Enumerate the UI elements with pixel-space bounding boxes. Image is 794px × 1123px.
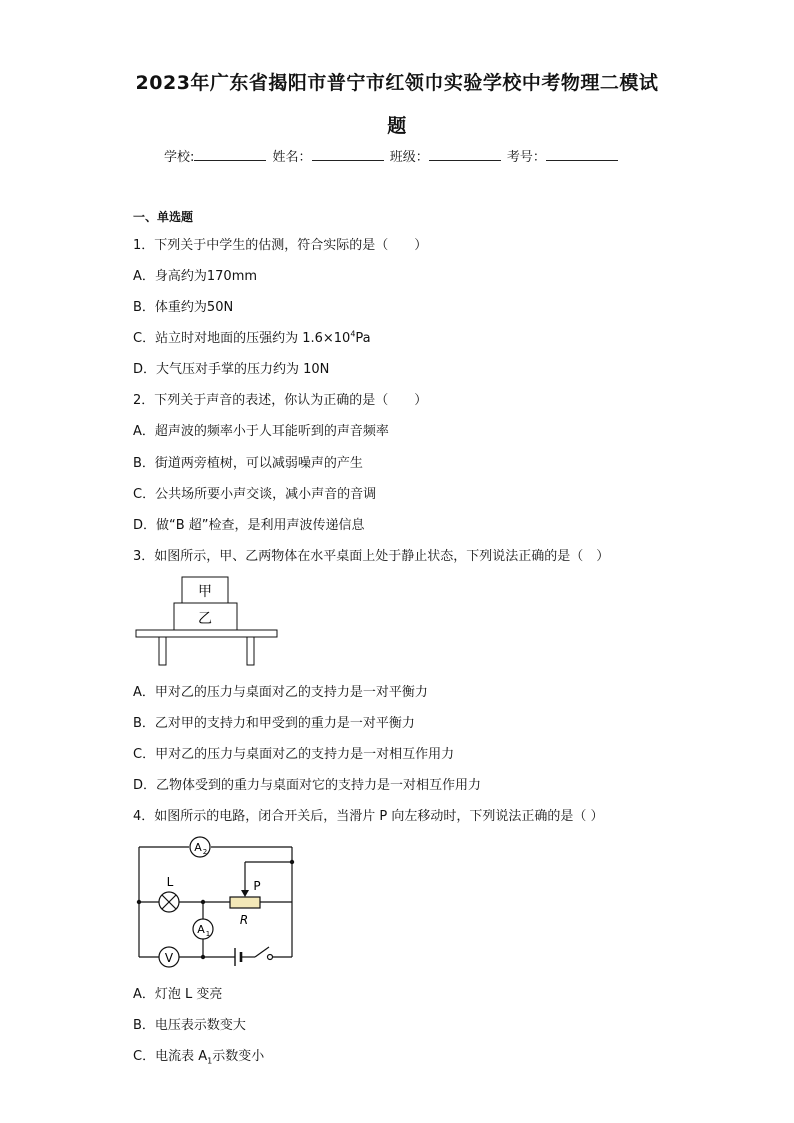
q3-option-b: B．乙对甲的支持力和甲受到的重力是一对平衡力 xyxy=(133,716,415,731)
section-heading: 一、单选题 xyxy=(133,210,194,224)
q1-option-c-exponent: 4 xyxy=(350,329,356,339)
q4-circuit-diagram xyxy=(133,835,303,975)
school-blank xyxy=(194,148,266,161)
slider-arrow-icon xyxy=(241,890,249,897)
class-blank xyxy=(429,148,501,161)
q1-stem: 1．下列关于中学生的估测，符合实际的是（ ） xyxy=(133,238,428,253)
table-top xyxy=(136,630,277,637)
slider-label: P xyxy=(253,879,261,893)
lamp-icon xyxy=(159,892,179,912)
q2-option-d: D．做“B 超”检查，是利用声波传递信息 xyxy=(133,518,365,533)
resistor-icon xyxy=(230,897,260,908)
q2-stem: 2．下列关于声音的表述，你认为正确的是（ ） xyxy=(133,393,428,408)
number-blank xyxy=(546,148,618,161)
number-label: 考号： xyxy=(506,150,546,165)
q3-option-a: A．甲对乙的压力与桌面对乙的支持力是一对平衡力 xyxy=(133,685,428,700)
q4-option-a: A．灯泡 L 变亮 xyxy=(133,987,223,1002)
lamp-label: L xyxy=(166,875,174,889)
q4-stem: 4．如图所示的电路，闭合开关后，当滑片 P 向左移动时，下列说法正确的是（ ） xyxy=(133,809,604,824)
q4-option-c xyxy=(133,1045,264,1066)
q3-option-d: D．乙物体受到的重力与桌面对它的支持力是一对相互作用力 xyxy=(133,778,482,793)
table-leg-right xyxy=(247,637,254,665)
table-leg-left xyxy=(159,637,166,665)
ammeter-a2-label: A xyxy=(194,841,202,854)
ammeter-a1-icon xyxy=(193,919,213,939)
q2-option-a: A．超声波的频率小于人耳能听到的声音频率 xyxy=(133,424,389,439)
q1-option-c-unit: Pa xyxy=(355,331,371,346)
voltmeter-label: V xyxy=(164,951,174,965)
q1-option-a: A．身高约为170mm xyxy=(133,269,258,284)
q3-option-c: C．甲对乙的压力与桌面对乙的支持力是一对相互作用力 xyxy=(133,747,455,762)
switch-icon xyxy=(255,947,273,960)
q3-stem: 3．如图所示，甲、乙两物体在水平桌面上处于静止状态，下列说法正确的是（ ） xyxy=(133,549,610,564)
ammeter-a2-subscript: 2 xyxy=(202,848,208,856)
battery-icon xyxy=(235,948,241,966)
name-label: 姓名： xyxy=(272,150,312,165)
q1-option-d: D．大气压对手掌的压力约为 10N xyxy=(133,362,330,377)
exam-title-line1: 2023年广东省揭阳市普宁市红领巾实验学校中考物理二模试 xyxy=(135,72,659,94)
q3-figure-blocks-on-table xyxy=(133,573,283,669)
resistor-label: R xyxy=(239,913,249,927)
voltmeter-icon xyxy=(159,947,179,967)
ammeter-a2-icon xyxy=(190,837,210,857)
name-blank xyxy=(312,148,384,161)
q2-option-b: B．街道两旁植树，可以减弱噪声的产生 xyxy=(133,456,363,471)
q1-option-c xyxy=(133,327,371,346)
q4-option-c-tail: 示数变小 xyxy=(212,1049,265,1064)
q4-option-c-text: C．电流表 A xyxy=(133,1049,208,1064)
exam-title-line2: 题 xyxy=(387,115,407,137)
student-info-row xyxy=(164,146,620,165)
block-yi-label: 乙 xyxy=(198,611,212,627)
block-jia-label: 甲 xyxy=(198,584,212,600)
q1-option-b: B．体重约为50N xyxy=(133,300,234,315)
ammeter-a1-label: A xyxy=(197,923,205,936)
class-label: 班级： xyxy=(389,150,429,165)
q4-option-c-subscript: 1 xyxy=(207,1056,213,1066)
q1-option-c-text: C．站立时对地面的压强约为 1.6×10 xyxy=(133,331,351,346)
ammeter-a1-subscript: 1 xyxy=(205,930,211,938)
q2-option-c: C．公共场所要小声交谈，减小声音的音调 xyxy=(133,487,377,502)
q4-option-b: B．电压表示数变大 xyxy=(133,1018,246,1033)
school-label: 学校: xyxy=(164,150,195,165)
